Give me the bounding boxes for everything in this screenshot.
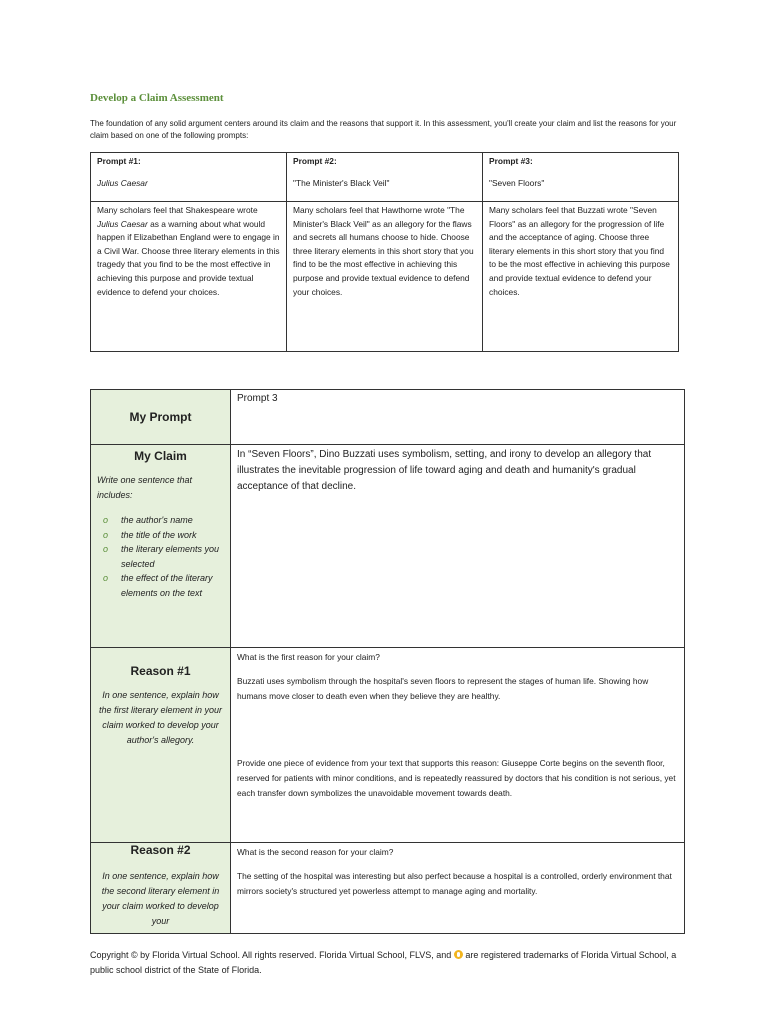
intro-paragraph: The foundation of any solid argument centers around its claim and the reasons that support it. In this assessment, you'll create your claim and list the reasons for your claim based on one of the following prompts: [90,119,677,140]
bullet-icon: o [103,529,109,540]
list-item [101,542,224,571]
flvs-logo-icon [454,950,463,959]
my-claim-row [91,445,685,648]
copyright-footer [90,948,690,978]
prompt-1-desc-start: Many scholars feel that Shakespeare wrote [97,205,258,215]
reason-1-label: Reason #1 [130,664,191,678]
reason-1-label-cell [91,648,231,843]
reason-2-answer-cell[interactable] [231,843,685,934]
list-item [101,528,224,543]
claim-item-text: the title of the work [121,529,197,540]
my-prompt-label: My Prompt [129,410,192,424]
my-prompt-answer[interactable]: Prompt 3 [231,390,685,445]
claim-item-text: the effect of the literary elements on the text [121,573,213,598]
prompt-2-header [287,153,483,202]
reason-1-evidence[interactable]: Provide one piece of evidence from your text that supports this reason: Giuseppe Corte begins on the seventh floor, reserved for patients with minor conditions, and is repeatedly reassured by doctors that his condition is not serious, yet each transfer down symbolizes the unavoidable movement towards death. [237,758,676,798]
reason-2-label-cell [91,843,231,934]
copyright-text-end: are registered trademarks of Florida Virtual School, a public school district of the State of Florida. [90,950,677,975]
reason-1-answer[interactable]: Buzzati uses symbolism through the hospital's seven floors to represent the stages of human life. Showing how humans move closer to death even when they believe they are healthy. [237,676,649,701]
my-claim-instruction: Write one sentence that includes: [97,475,193,500]
reason-1-question: What is the first reason for your claim? [237,652,380,662]
my-claim-answer[interactable]: In “Seven Floors”, Dino Buzzati uses symbolism, setting, and irony to develop an allegory that illustrates the inevitable progression of life toward aging and death and humanity's gradual acceptance of that decline. [231,445,685,648]
prompts-header-row [91,153,679,202]
prompt-1-title: Julius Caesar [97,177,148,188]
prompts-table [90,152,679,352]
bullet-icon: o [103,515,109,525]
bullet-icon: o [103,544,109,555]
prompt-3-description: Many scholars feel that Buzzati wrote "Seven Floors" as an allegory for the progression of life and the acceptance of aging. Choose three literary elements in this short story that you find to be the most effective in achieving this purpose and provide textual evidence to defend your choices. [483,202,679,352]
reason-2-label: Reason #2 [130,843,191,857]
reason-1-row [91,648,685,843]
reason-2-question: What is the second reason for your claim? [237,847,394,857]
reason-2-row [91,843,685,934]
reason-2-instruction: In one sentence, explain how the second literary element in your claim worked to develop your [101,871,220,926]
prompt-2-label: Prompt #2: [293,156,337,166]
reason-2-answer[interactable]: The setting of the hospital was interesting but also perfect because a hospital is a controlled, orderly environment that mirrors society's structured yet powerless attempt to manage aging and mortality. [237,871,672,896]
assessment-table [90,389,685,934]
prompt-3-label: Prompt #3: [489,156,533,166]
bullet-icon: o [103,573,109,584]
my-prompt-label-cell [91,390,231,445]
my-claim-label: My Claim [134,449,187,463]
prompt-1-label: Prompt #1: [97,156,141,166]
reason-1-answer-cell[interactable] [231,648,685,843]
prompt-2-description: Many scholars feel that Hawthorne wrote "The Minister's Black Veil" as an allegory for the flaws and secrets all humans choose to hide. Choose three literary elements in this short story that you find to be the most effective in achieving this purpose and provide textual evidence to defend your choices. [287,202,483,352]
claim-item-text: the literary elements you selected [121,544,220,569]
prompt-2-title: "The Minister's Black Veil" [293,177,390,188]
prompt-1-desc-italic: Julius Caesar [97,218,148,229]
page-title: Develop a Claim Assessment [90,92,224,104]
prompts-body-row [91,202,679,352]
claim-item-text: the author's name [121,515,193,525]
list-item [101,571,224,600]
my-claim-label-cell [91,445,231,648]
prompt-3-title: "Seven Floors" [489,177,545,188]
prompt-1-desc-end: as a warning about what would happen if Elizabethan England were to engage in a Civil War. Choose three literary elements in this tragedy that you find to be the most effective in achieving this purpose and provide textual evidence to defend your choices. [97,218,280,297]
prompt-1-description [91,202,287,352]
prompt-1-header [91,153,287,202]
reason-1-instruction: In one sentence, explain how the first literary element in your claim worked to develop your author's allegory. [98,690,223,745]
copyright-text-start: Copyright © by Florida Virtual School. All rights reserved. Florida Virtual School, FLVS, and [90,950,452,960]
list-item [101,513,224,528]
claim-requirements-list [97,513,224,601]
prompt-3-header [483,153,679,202]
my-prompt-row [91,390,685,445]
